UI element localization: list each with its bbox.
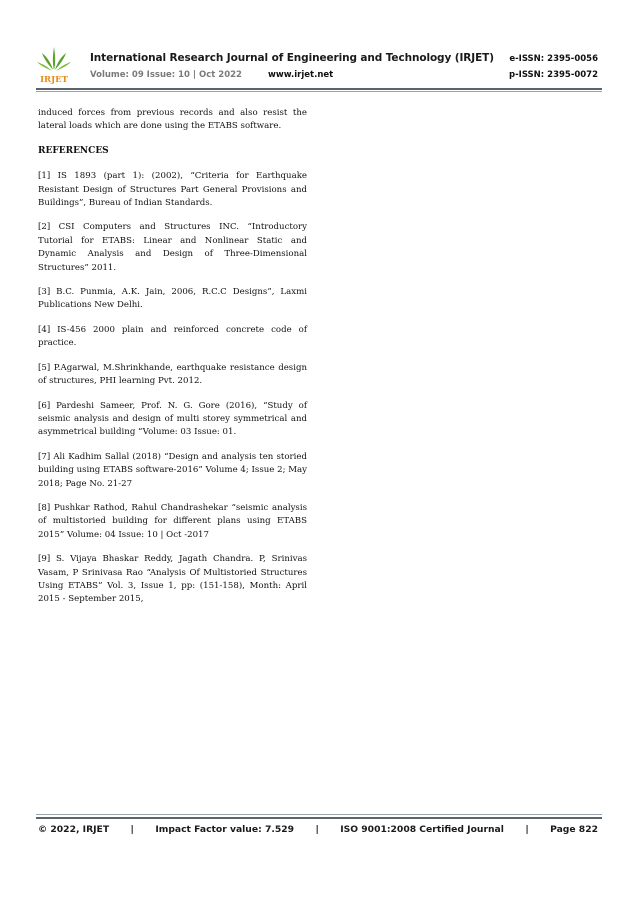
footer-divider-thin bbox=[36, 814, 602, 815]
reference-item: [3] B.C. Punmia, A.K. Jain, 2006, R.C.C Designs”, Laxmi Publications New Delhi. bbox=[38, 287, 307, 311]
reference-item: [6] Pardeshi Sameer, Prof. N. G. Gore (2016), “Study of seismic analysis and design of multi storey symmetrical and asymmetrical building “Volume: 03 Issue: 01. bbox=[38, 400, 307, 438]
page-number: Page 822 bbox=[550, 824, 598, 835]
reference-item: [5] P.Agarwal, M.Shrinkhande, earthquake resistance design of structures, PHI learning Pvt. 2012. bbox=[38, 362, 307, 387]
irjet-logo-icon bbox=[36, 44, 72, 84]
references-heading: REFERENCES bbox=[38, 145, 109, 156]
page-footer bbox=[38, 824, 598, 835]
footer-separator: | bbox=[315, 824, 319, 835]
copyright: © 2022, IRJET bbox=[38, 824, 110, 835]
journal-website-link[interactable]: www.irjet.net bbox=[268, 70, 334, 80]
reference-item: [8] Pushkar Rathod, Rahul Chandrashekar “seismic analysis of multistoried building for different plans using ETABS 2015” Volume: 04 Issue: 10 | Oct -2017 bbox=[38, 502, 307, 540]
logo-text: IRJET bbox=[40, 75, 68, 84]
reference-item: [7] Ali Kadhim Sallal (2018) “Design and analysis ten storied building using ETABS software-2016” Volume 4; Issue 2; May 2018; Page No. 21-27 bbox=[38, 451, 307, 489]
iso-certification: ISO 9001:2008 Certified Journal bbox=[340, 824, 504, 835]
left-column bbox=[38, 107, 307, 618]
reference-item: [2] CSI Computers and Structures INC. “Introductory Tutorial for ETABS: Linear and Nonlinear Static and Dynamic Analysis and Design of Three-Dimensional Structures” 2011. bbox=[38, 222, 307, 273]
journal-title: International Research Journal of Engineering and Technology (IRJET) bbox=[90, 52, 494, 64]
issue-info: Volume: 09 Issue: 10 | Oct 2022 bbox=[90, 70, 242, 80]
header-divider bbox=[36, 88, 602, 90]
reference-item: [4] IS-456 2000 plain and reinforced concrete code of practice. bbox=[38, 324, 307, 349]
reference-item: [1] IS 1893 (part 1): (2002), “Criteria for Earthquake Resistant Design of Structures Part General Provisions and Buildings”, Bureau of Indian Standards. bbox=[38, 171, 307, 209]
header-divider-thin bbox=[36, 91, 602, 92]
footer-divider bbox=[36, 817, 602, 819]
e-issn: e-ISSN: 2395-0056 bbox=[509, 54, 598, 64]
p-issn: p-ISSN: 2395-0072 bbox=[509, 70, 598, 80]
reference-item: [9] S. Vijaya Bhaskar Reddy, Jagath Chandra. P, Srinivas Vasam, P Srinivasa Rao “Analysis Of Multistoried Structures Using ETABS” Vol. 3, Issue 1, pp: (151-158), Month: April 2015 - September 2015, bbox=[38, 554, 307, 605]
footer-separator: | bbox=[130, 824, 134, 835]
intro-paragraph: induced forces from previous records and also resist the lateral loads which are done using the ETABS software. bbox=[38, 108, 307, 132]
footer-separator: | bbox=[525, 824, 529, 835]
impact-factor: Impact Factor value: 7.529 bbox=[155, 824, 295, 835]
